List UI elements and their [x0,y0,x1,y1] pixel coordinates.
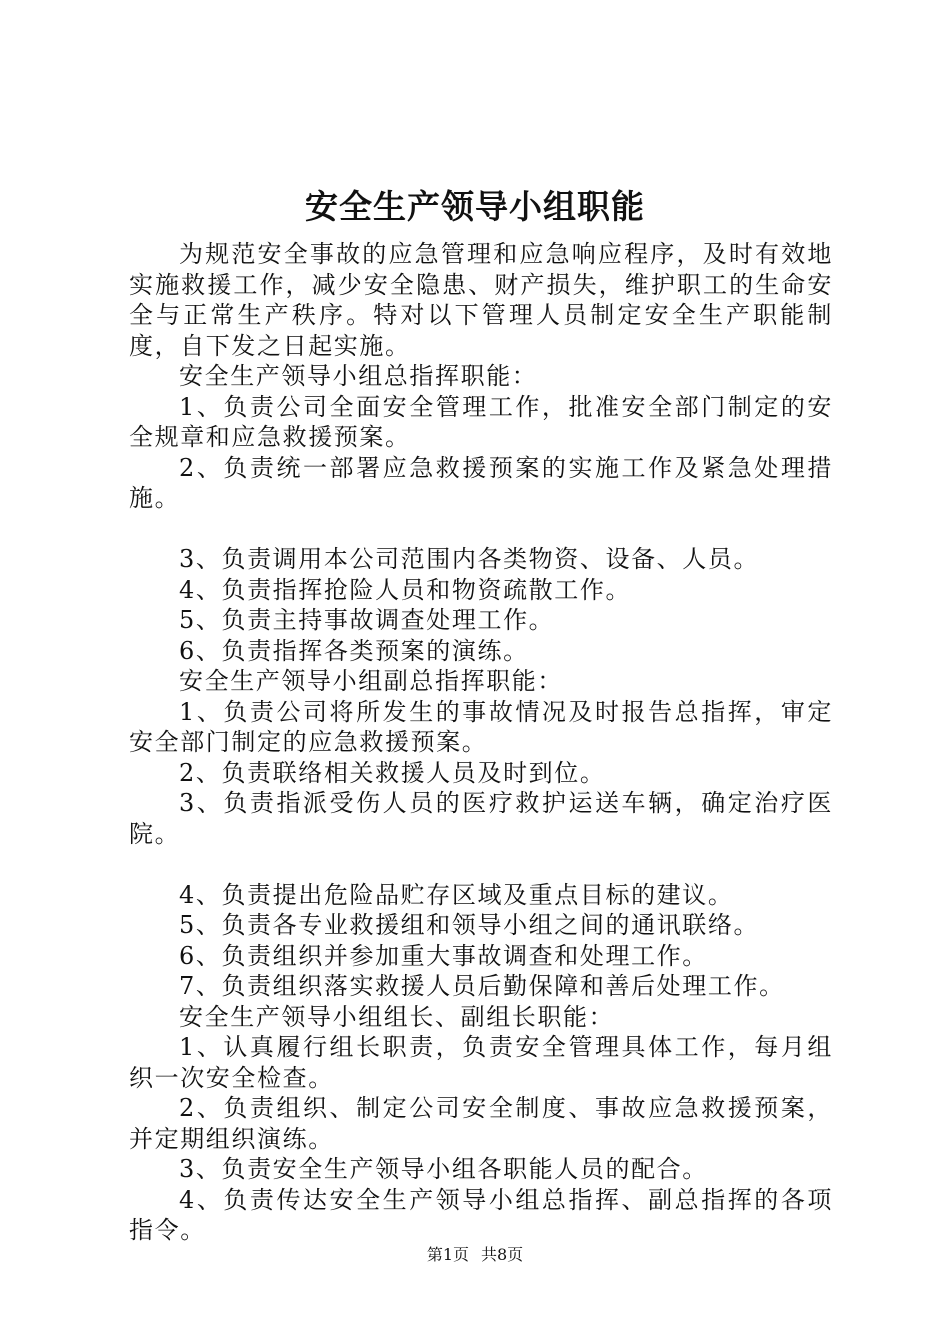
paragraph-item: 2、负责联络相关救援人员及时到位。 [179,758,606,787]
paragraph-item: 5、负责主持事故调查处理工作。 [179,606,555,634]
paragraph-item: 3、负责安全生产领导小组各职能人员的配合。 [179,1155,708,1183]
section-heading-leaders: 安全生产领导小组组长、副组长职能： [179,1002,615,1031]
page-footer [0,1244,950,1266]
paragraph-item: 6、负责指挥各类预案的演练。 [179,636,529,665]
paragraph-item: 1、认真履行组长职责，负责安全管理具体工作，每月组织一次安全检查。 [129,1033,833,1092]
paragraph-item: 1、负责公司将所发生的事故情况及时报告总指挥，审定安全部门制定的应急救援预案。 [129,697,833,756]
paragraph-item: 2、负责组织、制定公司安全制度、事故应急救援预案，并定期组织演练。 [129,1094,833,1153]
page-total: 共8页 [481,1245,524,1264]
paragraph-item: 4、负责提出危险品贮存区域及重点目标的建议。 [179,880,734,909]
document-title: 安全生产领导小组职能 [305,187,645,226]
paragraph-item: 3、负责指派受伤人员的医疗救护运送车辆，确定治疗医院。 [129,789,833,848]
paragraph-item: 5、负责各专业救援组和领导小组之间的通讯联络。 [179,911,760,939]
paragraph-item: 3、负责调用本公司范围内各类物资、设备、人员。 [179,545,760,573]
paragraph-item: 4、负责指挥抢险人员和物资疏散工作。 [179,575,632,604]
section-heading-commander: 安全生产领导小组总指挥职能： [179,362,538,390]
paragraph-item: 7、负责组织落实救援人员后勤保障和善后处理工作。 [179,972,785,1000]
page-number: 第1页 [426,1245,469,1264]
paragraph-blank [129,849,833,880]
section-heading-deputy-commander: 安全生产领导小组副总指挥职能： [179,667,563,695]
document-body [129,239,833,1246]
paragraph-blank [129,514,833,545]
paragraph-item: 2、负责统一部署应急救援预案的实施工作及紧急处理措施。 [129,453,833,512]
paragraph-intro: 为规范安全事故的应急管理和应急响应程序，及时有效地实施救援工作，减少安全隐患、财产损失，维护职工的生命安全与正常生产秩序。特对以下管理人员制定安全生产职能制度，自下发之日起实施。 [129,240,833,360]
paragraph-item: 4、负责传达安全生产领导小组总指挥、副总指挥的各项指令。 [129,1185,833,1244]
paragraph-item: 6、负责组织并参加重大事故调查和处理工作。 [179,941,708,970]
paragraph-item: 1、负责公司全面安全管理工作，批准安全部门制定的安全规章和应急救援预案。 [129,392,833,451]
